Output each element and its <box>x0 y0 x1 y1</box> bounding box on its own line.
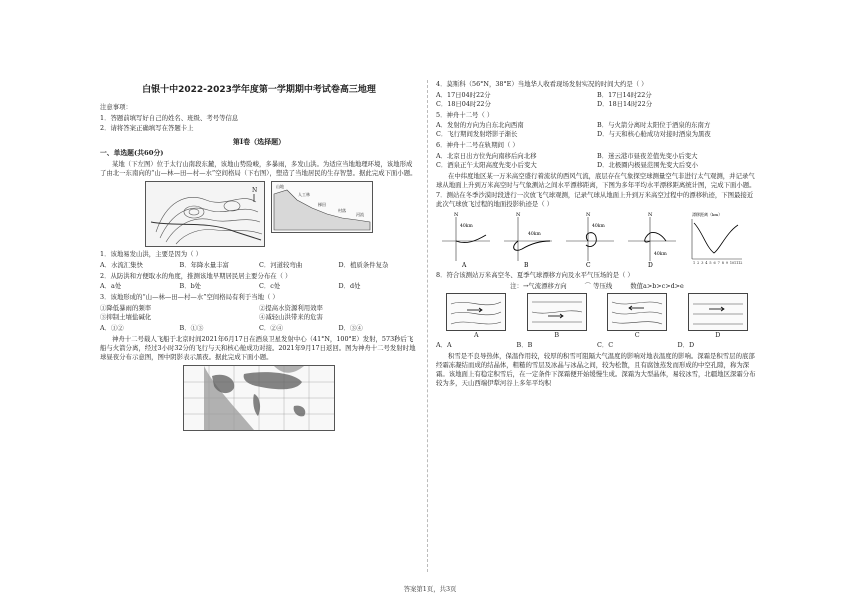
question-1-options <box>100 261 418 270</box>
note-2: 2．请将答案正确填写在答题卡上 <box>100 124 194 132</box>
graph-x-tick: 9 <box>725 261 728 265</box>
pressure-field-options <box>436 293 758 331</box>
question-5: 5．神舟十二号（ ） <box>436 110 494 119</box>
world-map-figure <box>183 365 335 431</box>
svg-text:梯田: 梯田 <box>318 202 326 207</box>
svg-text:N: N <box>454 212 459 218</box>
graph-x-tick: 6 <box>713 261 716 265</box>
option-8a[interactable]: A．A <box>436 341 452 349</box>
question-1: 1．该地易发山洪，主要是因为（ ） <box>100 250 202 258</box>
svg-text:N: N <box>648 212 653 218</box>
option-4d[interactable]: D．18日14时22分 <box>597 99 653 108</box>
contour-map <box>145 181 265 247</box>
option-3d[interactable]: D．③④ <box>338 323 363 332</box>
trajectory-b-label: B <box>524 262 529 269</box>
trajectory-a-label: A <box>462 262 467 269</box>
option-2b[interactable]: B．b处 <box>179 282 202 290</box>
pressure-box-b[interactable] <box>527 293 587 331</box>
svg-text:40km: 40km <box>460 224 473 229</box>
question-8: 8．符合该测站万米高空冬、夏季气球漂移方向及水平气压场的是（ ） <box>436 271 634 279</box>
statement-2: ②提高水资源利用效率 <box>259 303 323 312</box>
svg-text:河流: 河流 <box>356 212 364 217</box>
trajectory-a[interactable] <box>436 211 494 269</box>
pressure-box-d[interactable] <box>688 293 748 331</box>
option-1a[interactable]: A．水流汇集快 <box>100 260 143 269</box>
cross-section-svg <box>272 182 372 232</box>
statement-4: ④减轻山洪带来的危害 <box>259 312 323 321</box>
question-3-statements <box>100 304 418 322</box>
contour-map-svg <box>146 182 264 246</box>
option-3a[interactable]: A．①② <box>100 323 124 332</box>
option-4c[interactable]: C．18日04时22分 <box>436 99 491 108</box>
svg-text:40km: 40km <box>528 232 541 237</box>
option-6b[interactable]: B．迷云港市昼夜差值先变小后变大 <box>597 151 698 160</box>
drift-distance-graph <box>684 211 744 269</box>
exam-title: 白银十中2022-2023学年度第一学期期中考试卷高三地理 <box>142 85 376 95</box>
question-6: 6．神舟十二号在轨期间（ ） <box>436 141 519 149</box>
option-1c[interactable]: C．河道较弯曲 <box>259 260 303 269</box>
option-8d[interactable]: D．D <box>677 341 695 349</box>
left-column <box>100 80 418 434</box>
option-6c[interactable]: C．酒泉正午太阳高度先变小后变大 <box>436 160 537 169</box>
option-3b[interactable]: B．①③ <box>179 323 204 332</box>
option-8b[interactable]: B．B <box>516 341 533 349</box>
north-arrow-label: N <box>252 187 258 194</box>
option-1d[interactable]: D．植质条件复杂 <box>338 260 389 269</box>
option-1b[interactable]: B．年降水量丰富 <box>179 260 229 269</box>
cross-section <box>271 181 373 233</box>
trajectory-options <box>436 211 680 269</box>
question-7: 7．测站在冬季沙漠时段进行一次放飞气球观测，记录气球从地面上升到万米高空过程中的漂移轨迹，下图最接近此次气球放飞过程的地面投影轨迹是（ ） <box>436 191 754 208</box>
option-5d[interactable]: D．与天和核心舱成功对接时酒泉为黑夜 <box>597 130 711 138</box>
pressure-box-a[interactable] <box>446 293 506 331</box>
graph-x-tick: 3 <box>701 261 704 265</box>
right-column <box>436 80 758 390</box>
trajectory-b[interactable] <box>498 211 556 269</box>
legend-isobar: ⌒ 等压线 <box>584 282 613 290</box>
option-2d[interactable]: D．d处 <box>338 282 361 290</box>
intro-passage-3: 在中纬度地区某一万米高空盛行着流状的西风气流，底层存在气象探空球测量空气非进行太气观测，并记录气球从地面上升到万米高空时与气象测站之间水平漂移距离，下图为多年平均水平漂移距离统计图，完成下面小题。 <box>436 171 756 189</box>
question-3-options <box>100 324 418 333</box>
option-5c[interactable]: C．飞行期间发射塔影子渐长 <box>436 130 518 138</box>
box-label-b: B <box>554 331 560 339</box>
graph-x-tick: 10 <box>729 261 735 265</box>
question-2-options <box>100 282 418 291</box>
svg-text:40km: 40km <box>654 252 667 257</box>
trajectory-c[interactable] <box>560 211 618 269</box>
column-divider <box>427 80 428 572</box>
box-label-c: C <box>634 331 640 339</box>
statement-3: ③抑制土壤盐碱化 <box>100 312 152 321</box>
graph-x-tick: 7 <box>717 261 720 265</box>
question-8-options <box>436 341 758 350</box>
page-footer: 答案第1页，共3页 <box>403 585 457 593</box>
option-8c[interactable]: C．C <box>597 341 614 349</box>
option-5b[interactable]: B．与火箭分离时太阳位于酒泉的东南方 <box>597 121 711 129</box>
intro-passage-4: 积雪是不良导热体，保温作用较，较厚的积雪可阻隔大气温度的影响对地表温度的影响。深霜是积雪层的底部经霜冻凝结而成的结晶体，粗糙的雪层及冰晶与冰晶之间，较为松散，且有腐蚀蒸发而形成的中空孔隙，称为深霜。该地面上有稳定积雪后，在一定条件下深霜便开始缓慢生成。深霜为大型晶体，易较冰雪，北疆地区深霜分布较为多，天山西端伊犁河谷上多年平均积 <box>436 352 756 387</box>
question-7-figures <box>436 211 758 269</box>
option-2a[interactable]: A．a处 <box>100 282 122 290</box>
notes-heading: 注意事项： <box>100 103 132 111</box>
svg-text:N: N <box>516 212 521 218</box>
box-label-d: D <box>715 331 721 339</box>
svg-text:人工林: 人工林 <box>298 192 310 197</box>
question-6-options <box>436 152 758 170</box>
option-2c[interactable]: C．c处 <box>259 282 281 290</box>
pressure-box-c[interactable] <box>607 293 667 331</box>
question-8-legend <box>436 282 758 291</box>
option-3c[interactable]: C．②④ <box>259 323 284 332</box>
question-4-options <box>436 91 758 109</box>
trajectory-d[interactable] <box>622 211 680 269</box>
option-6d[interactable]: D．北极圈内极昼范围先变大后变小 <box>597 160 698 169</box>
question-2: 2．从防洪和方便取水的角度，推测该地早期居民居主要分布在（ ） <box>100 271 292 280</box>
question-5-options <box>436 121 758 139</box>
svg-text:村落: 村落 <box>338 208 346 213</box>
graph-x-tick: 1 <box>693 261 696 265</box>
legend-arrow: 注：→气流漂移方向 <box>510 282 567 290</box>
graph-x-tick: 11 <box>734 261 739 265</box>
note-1: 1．答题前填写好自己的姓名、班级、考号等信息 <box>100 113 239 122</box>
graph-x-tick: 8 <box>721 261 724 265</box>
question-3: 3．该地形成的“山—林—田—村—水”空间格局有利于当地（ ） <box>100 293 279 301</box>
option-6a[interactable]: A．北京日出方位先向南移后向北移 <box>436 151 537 160</box>
graph-x-tick: 12 <box>738 261 743 265</box>
intro-passage-2: 神舟十二号载人飞船于北京时间2021年6月17日在酒泉卫星发射中心（41°N，100°E）发射，573秒后飞船与火箭分离，经过3小时32分的飞行与天和核心舱成功对接。2021年9月17日返回。图为神舟十二号发射时地球昼夜分布示意图，图中阴影表示黑夜。据此完成下面小题。 <box>100 334 416 361</box>
option-5a[interactable]: A．发射的方向为自东北向西南 <box>436 121 524 129</box>
legend-values: 数值a>b>c>d>e <box>630 282 684 290</box>
box-label-a: A <box>473 331 479 339</box>
statement-1: ①降低暴雨的频率 <box>100 303 152 312</box>
intro-passage-1: 某地（下左图）位于太行山南段东麓，该地山势险峻，多暴雨，多发山洪。为适应当地地理环境，该地形成了由北一东南向的“山—林—田—村—水”空间格局（下右图），塑造了当地居民的生存智慧。据此完成下面小题。 <box>100 160 417 177</box>
svg-text:40km: 40km <box>592 224 605 229</box>
pressure-box-labels <box>436 331 758 340</box>
trajectory-c-label: C <box>586 262 591 269</box>
part-title: 第I卷（选择题） <box>232 137 286 146</box>
svg-text:山地: 山地 <box>276 184 284 189</box>
figure-terrain <box>100 181 418 247</box>
graph-x-tick: 4 <box>705 261 708 265</box>
graph-x-tick: 5 <box>709 261 712 265</box>
question-4: 4．莫斯科（56°N，38°E）当地华人收看现场发射实况的时间大约是（ ） <box>436 80 648 88</box>
svg-text:N: N <box>586 212 591 218</box>
graph-y-unit: 漂移距离（km） <box>692 212 723 217</box>
option-4a[interactable]: A．17日04时22分 <box>436 90 491 99</box>
graph-x-tick: 2 <box>697 261 700 265</box>
trajectory-d-label: D <box>648 262 653 269</box>
world-map-svg <box>184 366 334 430</box>
option-4b[interactable]: B．17日14时22分 <box>597 90 652 99</box>
isobar-symbol-icon: ⌒ <box>584 282 594 290</box>
section-title: 一、单选题(共60分) <box>100 149 164 157</box>
